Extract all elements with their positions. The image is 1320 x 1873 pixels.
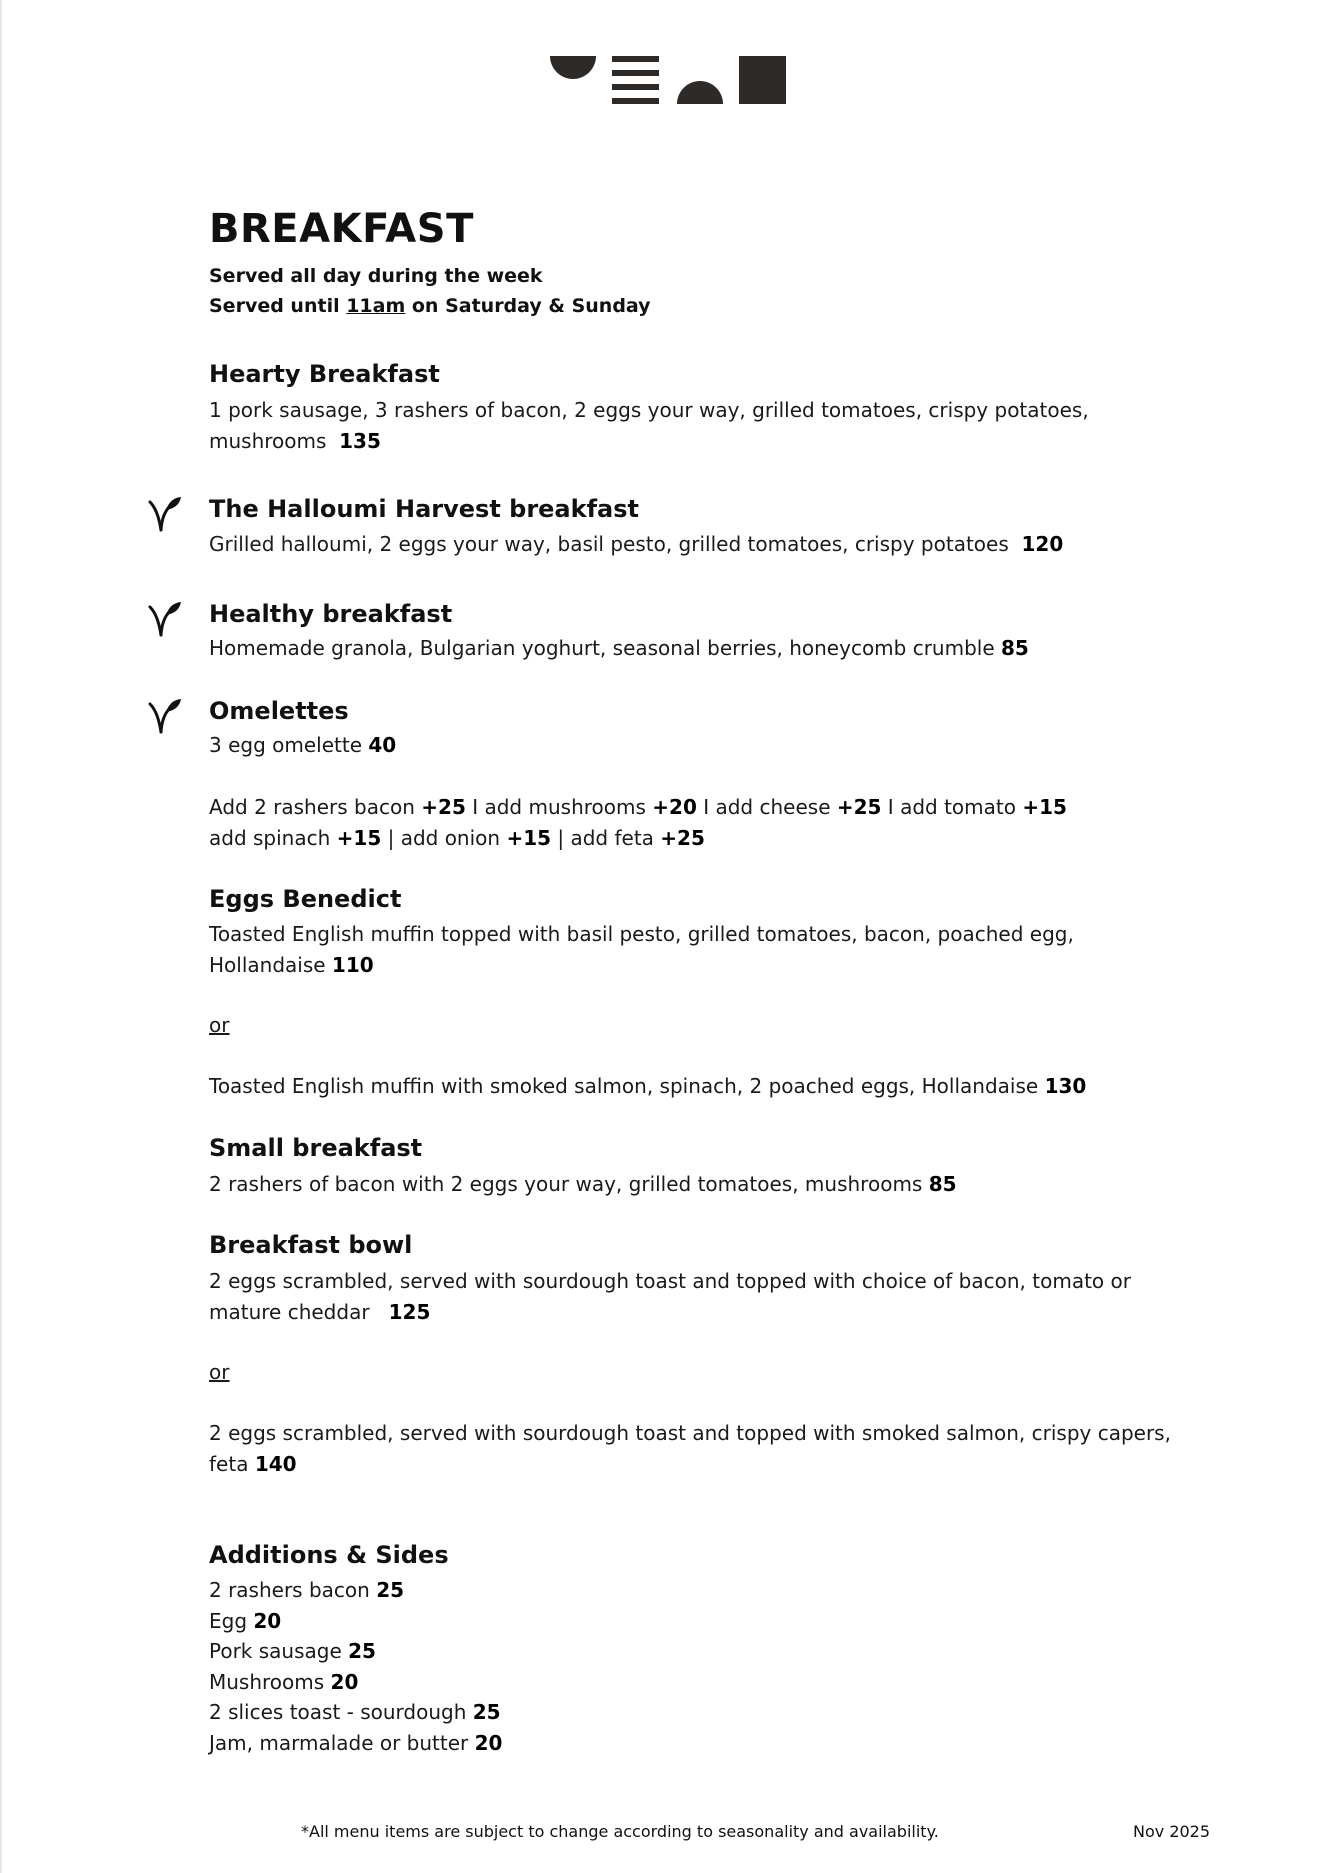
- leaf-icon: [148, 496, 182, 532]
- footer-date: Nov 2025: [1133, 1822, 1211, 1841]
- desc-text: 2 rashers of bacon with 2 eggs your way, grilled tomatoes, mushrooms: [209, 1172, 923, 1196]
- side-label: 2 slices toast - sourdough: [209, 1700, 467, 1724]
- side-item: [209, 1636, 502, 1667]
- item-desc-halloumi: [209, 529, 1063, 560]
- side-item: [209, 1728, 502, 1759]
- side-price: 25: [472, 1700, 501, 1724]
- addon-label: add onion: [400, 825, 501, 850]
- item-name-omelettes: Omelettes: [209, 697, 349, 725]
- side-item: [209, 1575, 502, 1606]
- addon-label: add spinach: [209, 825, 331, 850]
- sides-title: Additions & Sides: [209, 1541, 449, 1569]
- item-desc-benedict-2: [209, 1071, 1086, 1102]
- subtitle-weekend: [209, 291, 651, 321]
- desc-line: 2 eggs scrambled, served with sourdough toast and topped with choice of bacon, tomato or: [209, 1269, 1131, 1293]
- price: 135: [339, 428, 381, 453]
- price: 120: [1021, 532, 1064, 556]
- leaf-icon: [148, 698, 182, 734]
- subtitle-suffix: on Saturday & Sunday: [405, 295, 651, 317]
- desc-line: mushrooms: [209, 428, 327, 453]
- price: 85: [928, 1172, 957, 1196]
- item-desc-hearty: [209, 395, 1089, 456]
- or-divider: or: [209, 1013, 230, 1037]
- item-desc-benedict-1: [209, 919, 1074, 980]
- item-desc-healthy: [209, 633, 1029, 664]
- desc-line: Hollandaise: [209, 952, 326, 977]
- addon-price: +25: [421, 795, 466, 819]
- addon-price: +15: [506, 825, 552, 850]
- addons-line-1: [209, 792, 1067, 823]
- addon-label: add tomato: [900, 795, 1016, 819]
- price: 40: [368, 733, 397, 757]
- addon-label: add feta: [570, 825, 654, 850]
- side-price: 20: [330, 1669, 359, 1694]
- sides-list: [209, 1575, 502, 1758]
- subtitle-time: 11am: [346, 295, 406, 317]
- addon-price: +20: [652, 795, 697, 819]
- item-name-hearty: Hearty Breakfast: [209, 360, 440, 388]
- side-label: Egg: [209, 1608, 248, 1633]
- side-price: 25: [348, 1639, 376, 1663]
- item-name-benedict: Eggs Benedict: [209, 885, 402, 913]
- item-desc-bowl-1: [209, 1266, 1131, 1327]
- item-desc-omelettes: [209, 730, 396, 761]
- side-item: [209, 1697, 502, 1728]
- addon-price: +15: [1022, 795, 1067, 819]
- addon-price: +25: [660, 825, 705, 850]
- side-item: [209, 1667, 502, 1698]
- price: 125: [388, 1299, 431, 1324]
- price: 85: [1001, 636, 1029, 660]
- or-divider: or: [209, 1360, 230, 1384]
- desc-text: Homemade granola, Bulgarian yoghurt, seasonal berries, honeycomb crumble: [209, 636, 995, 660]
- page-title: BREAKFAST: [209, 206, 474, 252]
- page-edge: [0, 0, 2, 1873]
- logo-icon: [550, 56, 786, 106]
- addons-line-2: [209, 823, 1067, 854]
- desc-line: 2 eggs scrambled, served with sourdough toast and topped with smoked salmon, crispy capers,: [209, 1421, 1171, 1445]
- side-label: Mushrooms: [209, 1669, 325, 1694]
- side-item: [209, 1606, 502, 1637]
- side-price: 25: [376, 1578, 405, 1602]
- separator: I: [881, 795, 901, 819]
- addon-price: +15: [336, 825, 382, 850]
- addon-label: add cheese: [715, 795, 831, 819]
- item-name-halloumi: The Halloumi Harvest breakfast: [209, 495, 639, 523]
- desc-text: Grilled halloumi, 2 eggs your way, basil pesto, grilled tomatoes, crispy potatoes: [209, 532, 1009, 556]
- side-price: 20: [474, 1730, 503, 1755]
- subtitle-weekday: Served all day during the week: [209, 265, 543, 287]
- side-label: Pork sausage: [209, 1639, 342, 1663]
- item-name-small: Small breakfast: [209, 1134, 423, 1162]
- leaf-icon: [148, 601, 182, 637]
- subtitle-prefix: Served until: [209, 295, 347, 317]
- separator: I: [696, 795, 716, 819]
- addon-price: +25: [836, 795, 882, 819]
- item-name-healthy: Healthy breakfast: [209, 600, 453, 628]
- side-price: 20: [253, 1608, 282, 1633]
- item-desc-bowl-2: [209, 1418, 1171, 1479]
- side-label: 2 rashers bacon: [209, 1578, 370, 1602]
- separator: |: [551, 825, 571, 850]
- omelette-addons: [209, 792, 1067, 853]
- desc-line: 1 pork sausage, 3 rashers of bacon, 2 eggs your way, grilled tomatoes, crispy potatoes,: [209, 398, 1089, 422]
- separator: I: [465, 795, 485, 819]
- item-desc-small: [209, 1169, 957, 1200]
- price: 140: [254, 1451, 297, 1476]
- item-name-bowl: Breakfast bowl: [209, 1231, 413, 1259]
- price: 110: [331, 952, 374, 977]
- footer-disclaimer: *All menu items are subject to change according to seasonality and availability.: [301, 1822, 939, 1841]
- desc-text: 3 egg omelette: [209, 733, 363, 757]
- addon-label: Add 2 rashers bacon: [209, 795, 415, 819]
- desc-text: Toasted English muffin with smoked salmon, spinach, 2 poached eggs, Hollandaise: [209, 1074, 1039, 1098]
- desc-line: Toasted English muffin topped with basil pesto, grilled tomatoes, bacon, poached egg,: [209, 922, 1074, 946]
- desc-line: feta: [209, 1451, 249, 1476]
- desc-line: mature cheddar: [209, 1299, 370, 1324]
- separator: |: [381, 825, 401, 850]
- addon-label: add mushrooms: [484, 795, 646, 819]
- price: 130: [1044, 1074, 1087, 1098]
- side-label: Jam, marmalade or butter: [209, 1730, 469, 1755]
